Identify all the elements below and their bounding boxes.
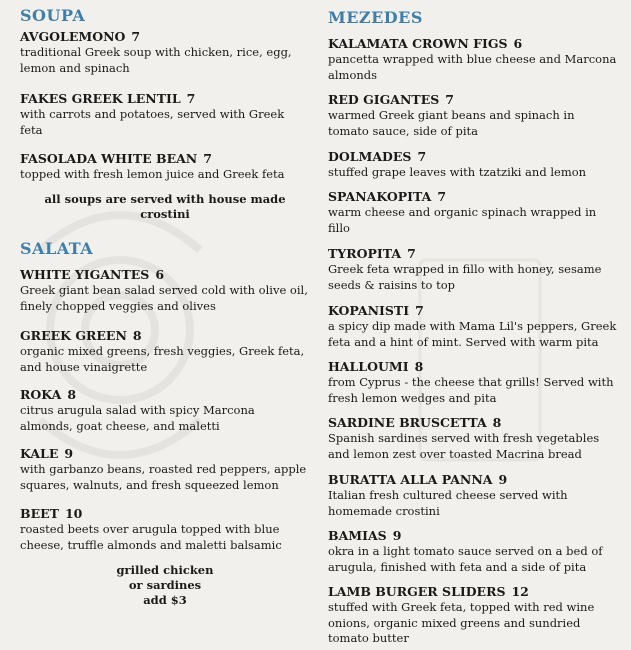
item-description: almonds, goat cheese, and maletti	[20, 418, 220, 433]
item-name: AVGOLEMONO	[20, 29, 126, 44]
item-description: Spanish sardines served with fresh vegetables	[328, 431, 600, 445]
item-price: 7	[437, 189, 447, 204]
salad-addon-note	[20, 563, 310, 608]
item-name: RED GIGANTES	[328, 92, 440, 107]
item-description: Italian fresh cultured cheese served with	[328, 488, 568, 502]
item-description: stuffed with Greek feta, topped with red wine	[328, 600, 595, 614]
item-description: traditional Greek soup with chicken, rice, egg,	[20, 45, 292, 59]
menu-item	[20, 446, 310, 493]
section-heading-soupa: SOUPA	[20, 6, 86, 25]
item-price: 7	[415, 303, 424, 318]
menu-item	[328, 149, 623, 181]
menu-item	[328, 246, 623, 293]
item-description: finely chopped veggies and olives	[20, 298, 216, 313]
menu-item	[328, 528, 623, 575]
section-heading-mezedes: MEZEDES	[328, 8, 423, 27]
menu-item	[328, 189, 623, 236]
item-description: Greek giant bean salad served cold with olive oil,	[20, 283, 308, 297]
item-description: almonds	[328, 67, 378, 82]
item-name: BAMIAS	[328, 528, 387, 543]
item-name: GREEK GREEN	[20, 328, 127, 343]
item-description: fresh lemon wedges and pita	[328, 390, 497, 405]
item-price: 7	[186, 91, 196, 106]
item-price: 7	[417, 149, 427, 164]
item-description: a spicy dip made with Mama Lil's peppers, Greek	[328, 319, 617, 333]
item-description: from Cyprus - the cheese that grills! Served with	[328, 375, 614, 389]
item-price: 8	[414, 359, 424, 374]
item-price: 8	[67, 387, 77, 402]
item-price: 12	[511, 584, 529, 599]
note-line: add $3	[143, 593, 187, 607]
item-price: 10	[64, 506, 83, 521]
item-description: warmed Greek giant beans and spinach in	[328, 108, 575, 122]
note-line: crostini	[140, 207, 190, 221]
menu-item	[20, 91, 310, 138]
item-description: warm cheese and organic spinach wrapped in	[328, 205, 597, 219]
item-name: HALLOUMI	[328, 359, 409, 374]
item-description: onions, organic mixed greens and sundried	[328, 615, 581, 630]
item-price: 7	[203, 151, 212, 166]
item-description: feta	[20, 122, 43, 137]
item-price: 9	[498, 472, 508, 487]
item-name: FAKES GREEK LENTIL	[20, 91, 181, 106]
item-description: lemon and spinach	[20, 60, 130, 75]
section-heading-salata: SALATA	[20, 239, 94, 258]
item-description: Greek feta wrapped in fillo with honey, sesame	[328, 262, 602, 276]
item-price: 6	[513, 36, 523, 51]
item-description: homemade crostini	[328, 503, 440, 518]
menu-item	[20, 29, 310, 76]
item-price: 8	[132, 328, 142, 343]
item-name: ROKA	[20, 387, 62, 402]
item-description: and house vinaigrette	[20, 359, 148, 374]
menu-item	[328, 303, 623, 350]
menu-item	[20, 506, 310, 553]
soup-note	[20, 192, 310, 222]
item-name: KALE	[20, 446, 59, 461]
menu-item	[328, 584, 623, 647]
item-description: stuffed grape leaves with tzatziki and lemon	[328, 165, 587, 179]
item-price: 9	[64, 446, 74, 461]
item-name: SPANAKOPITA	[328, 189, 432, 204]
item-description: seeds & raisins to top	[328, 277, 456, 292]
item-description: with garbanzo beans, roasted red peppers, apple	[20, 462, 307, 476]
item-price: 7	[131, 29, 141, 44]
item-description: arugula, finished with feta and a side of pita	[328, 559, 587, 574]
item-name: BEET	[20, 506, 59, 521]
item-name: TYROPITA	[328, 246, 402, 261]
item-description: squares, walnuts, and fresh squeezed lemon	[20, 477, 279, 492]
item-description: tomato sauce, side of pita	[328, 123, 478, 138]
menu-item	[328, 472, 623, 519]
menu-item	[20, 151, 310, 183]
note-line: all soups are served with house made	[44, 192, 286, 206]
item-description: fillo	[328, 220, 350, 235]
item-description: feta and a hint of mint. Served with warm pita	[328, 334, 599, 349]
item-price: 7	[407, 246, 416, 261]
item-name: FASOLADA WHITE BEAN	[20, 151, 198, 166]
item-name: LAMB BURGER SLIDERS	[328, 584, 506, 599]
item-description: pancetta wrapped with blue cheese and Marcona	[328, 52, 617, 66]
item-price: 8	[492, 415, 502, 430]
item-price: 9	[392, 528, 402, 543]
item-description: cheese, truffle almonds and maletti balsamic	[20, 537, 282, 552]
menu-item	[328, 36, 623, 83]
item-description: okra in a light tomato sauce served on a bed of	[328, 544, 603, 558]
item-name: DOLMADES	[328, 149, 412, 164]
menu-item	[20, 387, 310, 434]
item-description: roasted beets over arugula topped with blue	[20, 522, 280, 536]
menu-item	[20, 328, 310, 375]
item-description: organic mixed greens, fresh veggies, Greek feta,	[20, 344, 305, 358]
item-price: 6	[155, 267, 165, 282]
item-price: 7	[445, 92, 454, 107]
menu-item	[328, 359, 623, 406]
note-line: grilled chicken	[116, 563, 214, 577]
menu-item	[328, 92, 623, 139]
item-description: topped with fresh lemon juice and Greek feta	[20, 167, 285, 181]
item-name: WHITE YIGANTES	[20, 267, 150, 282]
item-name: KALAMATA CROWN FIGS	[328, 36, 508, 51]
item-description: tomato butter	[328, 631, 409, 645]
item-description: citrus arugula salad with spicy Marcona	[20, 403, 255, 417]
menu-item	[20, 267, 310, 314]
item-name: BURATTA ALLA PANNA	[328, 472, 493, 487]
menu-item	[328, 415, 623, 462]
note-line: or sardines	[128, 578, 202, 592]
item-description: and lemon zest over toasted Macrina bread	[328, 446, 582, 461]
item-name: SARDINE BRUSCETTA	[328, 415, 487, 430]
item-name: KOPANISTI	[328, 303, 410, 318]
item-description: with carrots and potatoes, served with Greek	[20, 107, 285, 121]
